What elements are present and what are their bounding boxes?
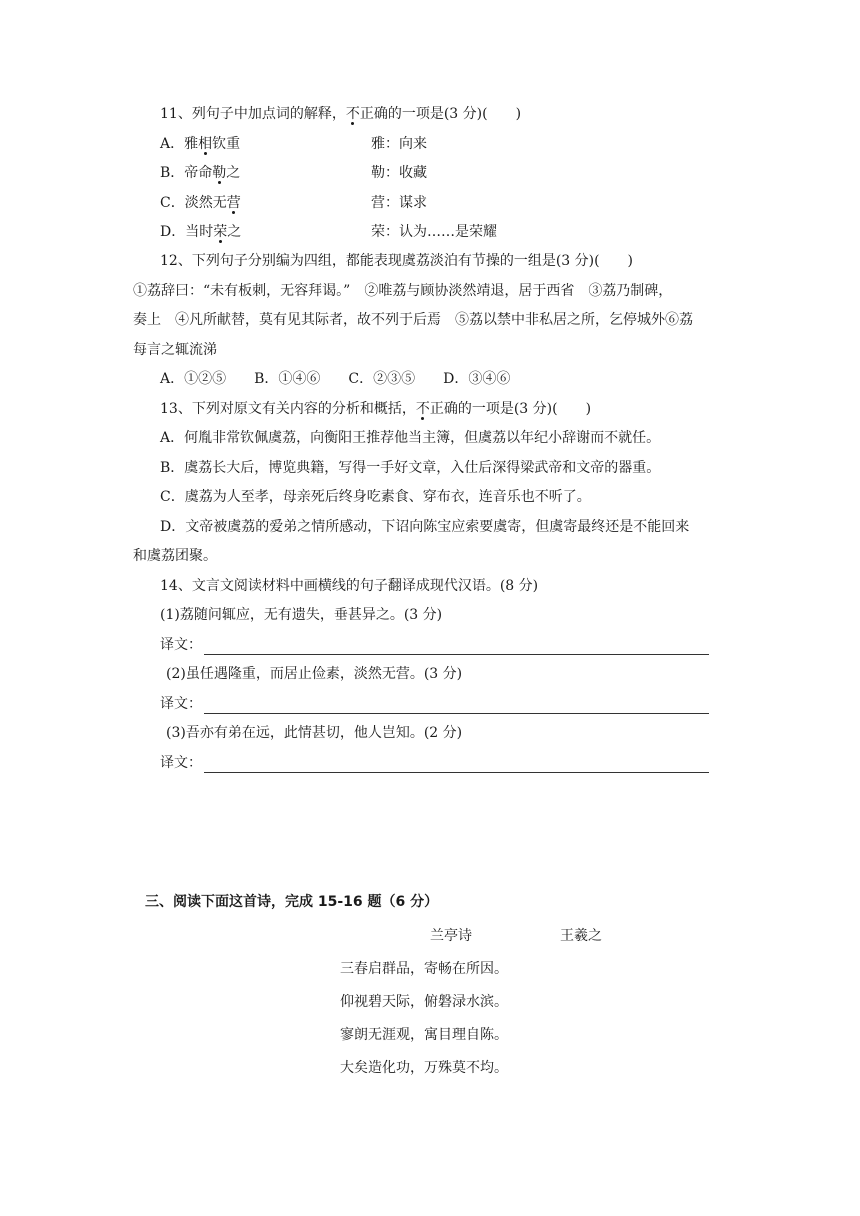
section-heading: 三、阅读下面这首诗，完成 15-16 题（6 分）: [145, 894, 439, 910]
poem-line-1: 三春启群品，寄畅在所因。: [340, 961, 508, 977]
q11-gloss-a: 雅：向来: [371, 136, 427, 152]
q11-option-d: D．当时荣之: [160, 224, 242, 240]
q13-option-b: B．虞荔长大后，博览典籍，写得一手好文章，入仕后深得梁武帝和文帝的器重。: [160, 460, 661, 476]
q14-sentence-3: (3)吾亦有弟在远，此情甚切，他人岂知。(2 分): [166, 725, 463, 741]
answer-line-2[interactable]: [204, 699, 709, 714]
poem-line-4: 大矣造化功，万殊莫不均。: [340, 1060, 508, 1076]
answer-line-1[interactable]: [204, 640, 709, 655]
q13-stem: 13、下列对原文有关内容的分析和概括，不正确的一项是(3 分)( ): [160, 401, 592, 417]
q11-option-c: C．淡然无营: [160, 195, 241, 211]
poem-line-3: 寥朗无涯观，寓目理自陈。: [340, 1027, 508, 1043]
q12-line-1: ①荔辞曰：“未有板刺，无容拜谒。” ②唯荔与顾协淡然靖退，居于西省 ③荔乃制碑，: [133, 283, 673, 299]
q12-line-3: 每言之辄流涕: [133, 342, 217, 358]
q11-option-a: A．雅相钦重: [160, 136, 241, 152]
translation-3[interactable]: 译文：: [160, 753, 709, 773]
q11-gloss-b: 勒：收藏: [371, 165, 427, 181]
q11-gloss-d: 荣：认为……是荣耀: [371, 224, 497, 240]
q11-option-b: B．帝命勒之: [160, 165, 241, 181]
q12-options: A．①②⑤ B．①④⑥ C．②③⑤ D．③④⑥: [160, 371, 511, 387]
answer-line-3[interactable]: [204, 758, 709, 773]
q14-sentence-1: (1)荔随问辄应，无有遗失，垂甚异之。(3 分): [160, 607, 443, 623]
q13-option-d-cont: 和虞荔团聚。: [133, 548, 217, 564]
q12-line-2: 奏上 ④凡所献替，莫有见其际者，故不列于后焉 ⑤荔以禁中非私居之所，乞停城外⑥荔: [133, 312, 693, 328]
q12-stem: 12、下列句子分别编为四组，都能表现虞荔淡泊有节操的一组是(3 分)( ): [160, 253, 634, 269]
translation-1[interactable]: 译文：: [160, 635, 709, 655]
q14-stem: 14、文言文阅读材料中画横线的句子翻译成现代汉语。(8 分): [160, 578, 539, 594]
poem-title: 兰亭诗: [430, 928, 472, 944]
q13-option-c: C．虞荔为人至孝，母亲死后终身吃素食、穿布衣，连音乐也不听了。: [160, 489, 591, 505]
q14-sentence-2: (2)虽任遇隆重，而居止俭素，淡然无营。(3 分): [166, 666, 463, 682]
q11-stem: 11、列句子中加点词的解释，不正确的一项是(3 分)( ): [160, 106, 522, 122]
q13-option-d: D．文帝被虞荔的爱弟之情所感动，下诏向陈宝应索要虞寄，但虞寄最终还是不能回来: [160, 519, 690, 535]
poem-line-2: 仰视碧天际，俯磐渌水滨。: [340, 994, 508, 1010]
poem-author: 王羲之: [560, 928, 602, 944]
q11-gloss-c: 营：谋求: [371, 195, 427, 211]
translation-2[interactable]: 译文：: [160, 694, 709, 714]
q13-option-a: A．何胤非常钦佩虞荔，向衡阳王推荐他当主簿，但虞荔以年纪小辞谢而不就任。: [160, 430, 661, 446]
